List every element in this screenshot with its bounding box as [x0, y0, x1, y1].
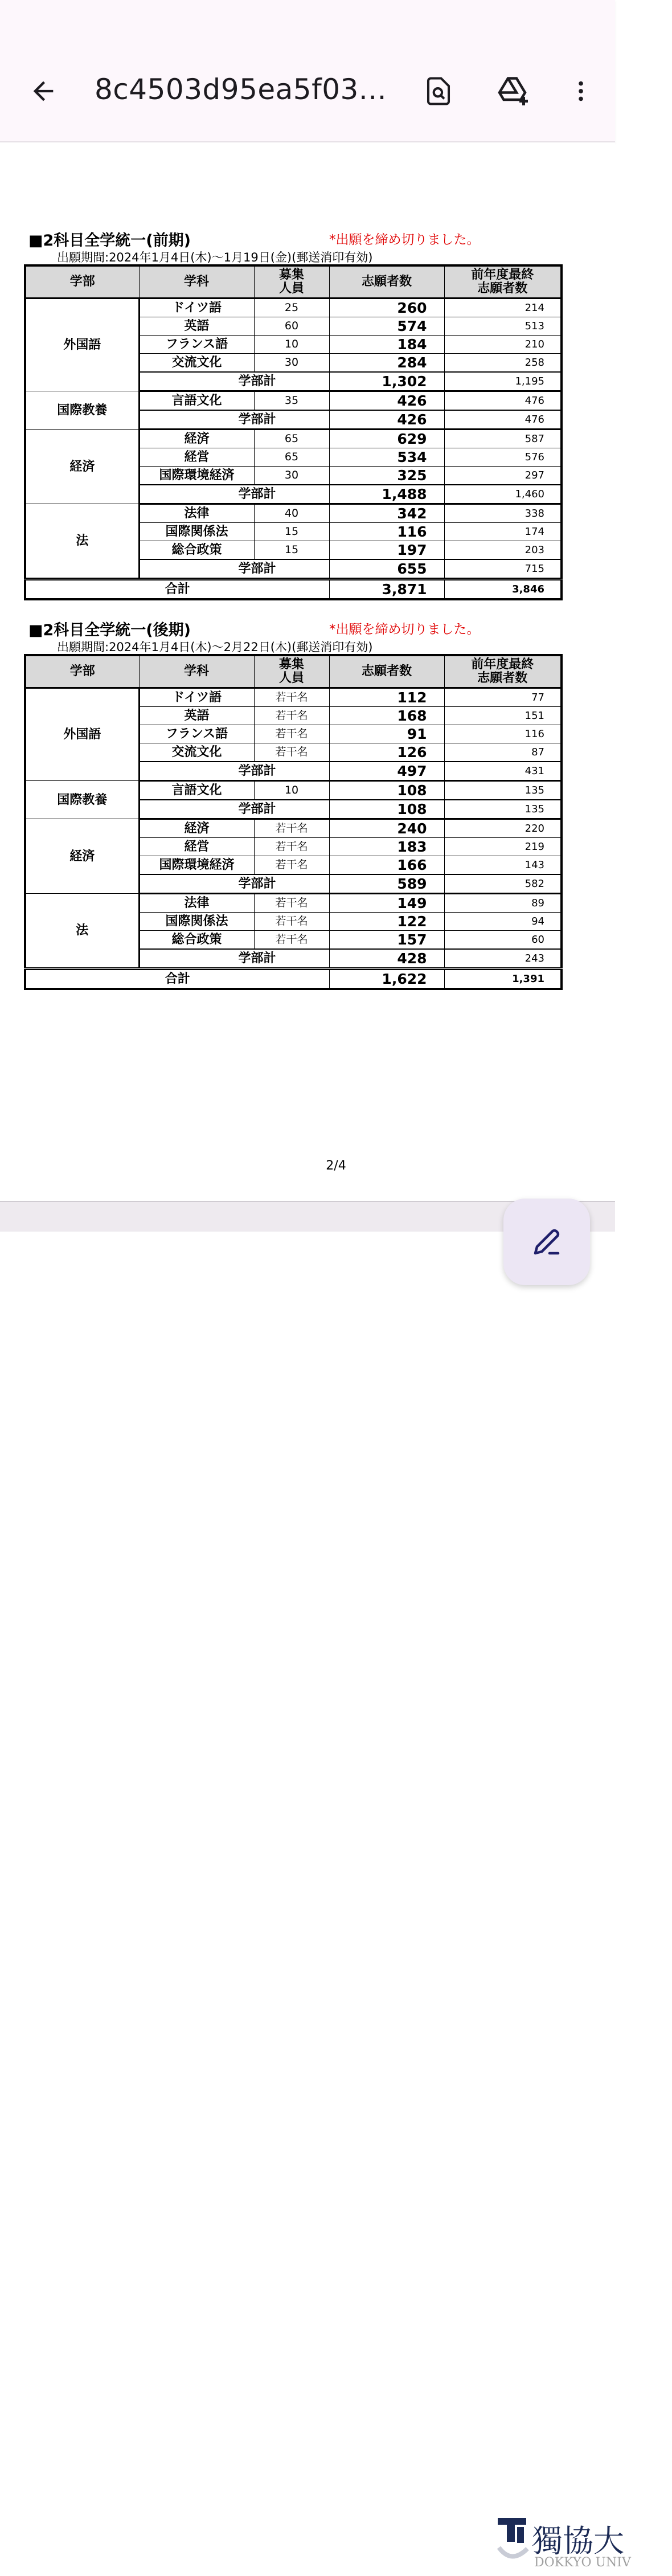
subtotal-applicants: 497 [329, 762, 444, 781]
previous-cell: 476 [444, 391, 562, 411]
department-cell: 英語 [139, 317, 254, 336]
previous-cell: 220 [444, 819, 562, 838]
applicants-cell: 574 [329, 317, 444, 336]
department-cell: 交流文化 [139, 743, 254, 762]
edit-fab-button[interactable] [503, 1199, 590, 1285]
quota-cell: 10 [254, 336, 329, 354]
department-cell: 英語 [139, 707, 254, 725]
department-cell: 言語文化 [139, 391, 254, 411]
applicants-cell: 426 [329, 391, 444, 411]
table-row [25, 391, 562, 411]
applicants-cell: 168 [329, 707, 444, 725]
period-early: 出願期間:2024年1月4日(木)～1月19日(金)(郵送消印有効) [57, 251, 373, 264]
department-cell: 経済 [139, 819, 254, 838]
quota-cell: 65 [254, 430, 329, 448]
subtotal-label: 学部計 [139, 410, 329, 430]
applicants-cell: 184 [329, 336, 444, 354]
applicants-cell: 157 [329, 931, 444, 950]
quota-cell: 30 [254, 467, 329, 485]
closed-note-late: *出願を締め切りました。 [329, 622, 480, 637]
applicants-cell: 122 [329, 913, 444, 931]
logo-mark-icon [494, 2513, 531, 2570]
find-in-page-button[interactable] [416, 68, 461, 114]
quota-cell: 65 [254, 448, 329, 467]
previous-cell: 77 [444, 688, 562, 707]
back-button[interactable] [21, 68, 66, 114]
subtotal-previous: 1,195 [444, 372, 562, 391]
table-early [24, 264, 563, 600]
header-quota-line2: 人員 [278, 281, 304, 296]
department-cell: 総合政策 [139, 541, 254, 560]
department-cell: 経営 [139, 448, 254, 467]
department-cell: 国際環境経済 [139, 467, 254, 485]
department-cell: 法律 [139, 504, 254, 523]
header-previous-line1: 前年度最終 [471, 657, 534, 672]
department-cell: ドイツ語 [139, 299, 254, 317]
total-label: 合計 [25, 969, 329, 989]
header-previous [444, 265, 562, 299]
previous-cell: 87 [444, 743, 562, 762]
quota-cell: 35 [254, 391, 329, 411]
quota-cell: 若干名 [254, 819, 329, 838]
quota-cell: 若干名 [254, 913, 329, 931]
previous-cell: 297 [444, 467, 562, 485]
header-applicants: 志願者数 [329, 265, 444, 299]
applicants-cell: 260 [329, 299, 444, 317]
previous-cell: 338 [444, 504, 562, 523]
previous-cell: 203 [444, 541, 562, 560]
quota-cell: 40 [254, 504, 329, 523]
previous-cell: 513 [444, 317, 562, 336]
applicants-cell: 149 [329, 894, 444, 913]
department-cell: 交流文化 [139, 354, 254, 373]
more-vert-icon [568, 78, 594, 104]
quota-cell: 若干名 [254, 688, 329, 707]
table-row [25, 819, 562, 838]
total-previous: 3,846 [444, 579, 562, 600]
department-cell: 言語文化 [139, 781, 254, 800]
applicants-cell: 325 [329, 467, 444, 485]
header-quota [254, 265, 329, 299]
quota-cell: 15 [254, 523, 329, 541]
department-cell: 国際関係法 [139, 913, 254, 931]
subtotal-applicants: 426 [329, 410, 444, 430]
subtotal-label: 学部計 [139, 949, 329, 969]
department-cell: 法律 [139, 894, 254, 913]
faculty-cell: 経済 [25, 819, 139, 894]
faculty-cell: 外国語 [25, 299, 139, 391]
previous-cell: 135 [444, 781, 562, 800]
previous-cell: 214 [444, 299, 562, 317]
table-row [25, 688, 562, 707]
applicants-cell: 342 [329, 504, 444, 523]
total-row [25, 579, 562, 600]
header-department: 学科 [139, 265, 254, 299]
quota-cell: 30 [254, 354, 329, 373]
subtotal-label: 学部計 [139, 485, 329, 504]
previous-cell: 174 [444, 523, 562, 541]
table-row [25, 430, 562, 448]
applicants-cell: 240 [329, 819, 444, 838]
header-faculty: 学部 [25, 655, 139, 688]
applicants-cell: 284 [329, 354, 444, 373]
subtotal-applicants: 1,488 [329, 485, 444, 504]
subtotal-previous: 1,460 [444, 485, 562, 504]
subtotal-applicants: 428 [329, 949, 444, 969]
edit-pen-icon [530, 1225, 564, 1259]
applicants-cell: 126 [329, 743, 444, 762]
find-in-page-icon [423, 76, 454, 107]
table-late [24, 654, 563, 990]
applicants-cell: 166 [329, 856, 444, 875]
department-cell: ドイツ語 [139, 688, 254, 707]
header-previous [444, 655, 562, 688]
applicants-cell: 183 [329, 838, 444, 856]
header-quota-line1: 募集 [278, 268, 304, 282]
faculty-cell: 外国語 [25, 688, 139, 781]
quota-cell: 若干名 [254, 894, 329, 913]
faculty-cell: 法 [25, 504, 139, 579]
department-cell: 総合政策 [139, 931, 254, 950]
quota-cell: 若干名 [254, 743, 329, 762]
quota-cell: 若干名 [254, 856, 329, 875]
header-quota-line1: 募集 [278, 657, 304, 672]
total-previous: 1,391 [444, 969, 562, 989]
department-cell: 国際環境経済 [139, 856, 254, 875]
university-logo [493, 2513, 631, 2576]
subtotal-applicants: 1,302 [329, 372, 444, 391]
page-indicator: 2/4 [326, 1159, 346, 1173]
department-cell: フランス語 [139, 725, 254, 743]
previous-cell: 143 [444, 856, 562, 875]
previous-cell: 219 [444, 838, 562, 856]
quota-cell: 25 [254, 299, 329, 317]
faculty-cell: 国際教養 [25, 391, 139, 430]
department-cell: フランス語 [139, 336, 254, 354]
faculty-cell: 経済 [25, 430, 139, 504]
table-row [25, 781, 562, 800]
previous-cell: 94 [444, 913, 562, 931]
logo-subtext: DOKKYO UNIV [534, 2555, 631, 2570]
previous-cell: 576 [444, 448, 562, 467]
subtotal-previous: 243 [444, 949, 562, 969]
previous-cell: 116 [444, 725, 562, 743]
subtotal-label: 学部計 [139, 559, 329, 579]
app-bar [0, 0, 615, 142]
subtotal-label: 学部計 [139, 762, 329, 781]
table-header [25, 655, 562, 688]
previous-cell: 89 [444, 894, 562, 913]
subtotal-applicants: 108 [329, 800, 444, 819]
subtotal-label: 学部計 [139, 800, 329, 819]
table-row [25, 299, 562, 317]
subtotal-previous: 431 [444, 762, 562, 781]
total-applicants: 3,871 [329, 579, 444, 600]
total-row [25, 969, 562, 989]
header-applicants: 志願者数 [329, 655, 444, 688]
subtotal-previous: 582 [444, 874, 562, 894]
arrow-back-icon [28, 76, 58, 106]
subtotal-previous: 135 [444, 800, 562, 819]
subtotal-previous: 476 [444, 410, 562, 430]
department-cell: 経営 [139, 838, 254, 856]
faculty-cell: 国際教養 [25, 781, 139, 819]
header-faculty: 学部 [25, 265, 139, 299]
applicants-cell: 534 [329, 448, 444, 467]
quota-cell: 若干名 [254, 931, 329, 950]
add-to-drive-button[interactable] [491, 68, 536, 114]
applicants-cell: 629 [329, 430, 444, 448]
quota-cell: 10 [254, 781, 329, 800]
closed-note-early: *出願を締め切りました。 [329, 232, 480, 247]
document-title: 8c4503d95ea5f03... [95, 73, 387, 106]
department-cell: 経済 [139, 430, 254, 448]
faculty-cell: 法 [25, 894, 139, 969]
subtotal-label: 学部計 [139, 372, 329, 391]
subtotal-applicants: 589 [329, 874, 444, 894]
quota-cell: 若干名 [254, 838, 329, 856]
applicants-cell: 91 [329, 725, 444, 743]
table-header [25, 265, 562, 299]
section-title-late: ■2科目全学統一(後期) [28, 621, 191, 639]
more-options-button[interactable] [558, 68, 604, 114]
section-title-early: ■2科目全学統一(前期) [28, 232, 191, 250]
header-quota [254, 655, 329, 688]
quota-cell: 若干名 [254, 707, 329, 725]
previous-cell: 60 [444, 931, 562, 950]
subtotal-previous: 715 [444, 559, 562, 579]
header-previous-line2: 志願者数 [477, 281, 528, 296]
total-label: 合計 [25, 579, 329, 600]
header-previous-line1: 前年度最終 [471, 268, 534, 282]
previous-cell: 210 [444, 336, 562, 354]
previous-cell: 258 [444, 354, 562, 373]
table-row [25, 504, 562, 523]
logo-text: 獨協大 [532, 2523, 624, 2559]
quota-cell: 60 [254, 317, 329, 336]
applicants-cell: 112 [329, 688, 444, 707]
add-to-drive-icon [497, 74, 531, 108]
header-quota-line2: 人員 [278, 671, 304, 685]
subtotal-applicants: 655 [329, 559, 444, 579]
applicants-cell: 108 [329, 781, 444, 800]
previous-cell: 587 [444, 430, 562, 448]
quota-cell: 若干名 [254, 725, 329, 743]
table-row [25, 894, 562, 913]
period-late: 出願期間:2024年1月4日(木)～2月22日(木)(郵送消印有効) [57, 640, 373, 654]
applicants-cell: 197 [329, 541, 444, 560]
subtotal-label: 学部計 [139, 874, 329, 894]
applicants-cell: 116 [329, 523, 444, 541]
header-previous-line2: 志願者数 [477, 671, 528, 685]
total-applicants: 1,622 [329, 969, 444, 989]
department-cell: 国際関係法 [139, 523, 254, 541]
header-department: 学科 [139, 655, 254, 688]
previous-cell: 151 [444, 707, 562, 725]
quota-cell: 15 [254, 541, 329, 560]
